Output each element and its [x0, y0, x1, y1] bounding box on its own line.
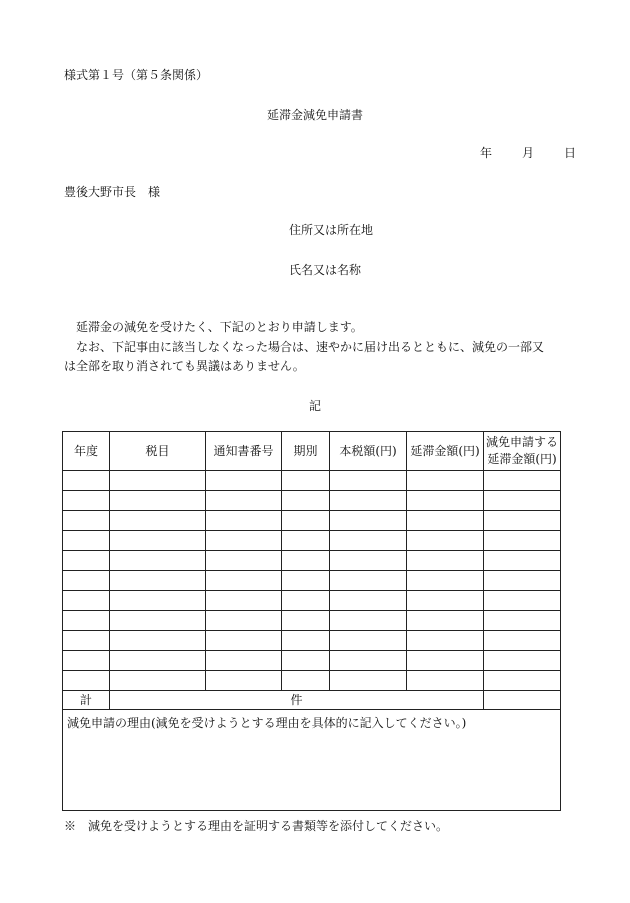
table-cell[interactable] — [484, 671, 561, 691]
table-cell[interactable] — [110, 671, 206, 691]
table-cell[interactable] — [63, 671, 110, 691]
table-cell[interactable] — [206, 671, 282, 691]
table-cell[interactable] — [484, 651, 561, 671]
table-cell[interactable] — [110, 571, 206, 591]
table-cell[interactable] — [63, 551, 110, 571]
count-label: 件 — [110, 691, 484, 710]
total-row — [63, 691, 561, 710]
table-cell[interactable] — [63, 491, 110, 511]
table-cell[interactable] — [484, 611, 561, 631]
table-cell[interactable] — [206, 511, 282, 531]
table-row — [63, 611, 561, 631]
table-row — [63, 531, 561, 551]
header-requested-line2: 延滞金額(円) — [487, 452, 557, 466]
table-cell[interactable] — [407, 631, 484, 651]
table-cell[interactable] — [407, 471, 484, 491]
table-cell[interactable] — [407, 671, 484, 691]
table-cell[interactable] — [282, 651, 330, 671]
table-cell[interactable] — [206, 491, 282, 511]
address-label: 住所又は所在地 — [289, 223, 374, 237]
header-requested-amount — [484, 432, 561, 471]
table-cell[interactable] — [206, 651, 282, 671]
table-cell[interactable] — [282, 571, 330, 591]
table-cell[interactable] — [63, 471, 110, 491]
table-cell[interactable] — [484, 551, 561, 571]
table-cell[interactable] — [407, 651, 484, 671]
table-cell[interactable] — [282, 551, 330, 571]
table-cell[interactable] — [484, 591, 561, 611]
total-label: 計 — [63, 691, 110, 710]
table-row — [63, 511, 561, 531]
header-principal-tax: 本税額(円) — [330, 432, 407, 471]
table-cell[interactable] — [330, 491, 407, 511]
table-cell[interactable] — [407, 511, 484, 531]
table-cell[interactable] — [63, 531, 110, 551]
table-cell[interactable] — [282, 491, 330, 511]
table-cell[interactable] — [330, 531, 407, 551]
table-cell[interactable] — [63, 571, 110, 591]
table-cell[interactable] — [110, 511, 206, 531]
table-cell[interactable] — [282, 591, 330, 611]
document-title: 延滞金減免申請書 — [266, 108, 363, 122]
reason-row — [63, 710, 561, 811]
table-cell[interactable] — [407, 611, 484, 631]
table-cell[interactable] — [110, 611, 206, 631]
table-row — [63, 571, 561, 591]
table-cell[interactable] — [407, 571, 484, 591]
application-paragraph-1: 延滞金の減免を受けたく、下記のとおり申請します。 — [76, 320, 363, 334]
total-requested-cell[interactable] — [484, 691, 561, 710]
table-cell[interactable] — [110, 531, 206, 551]
table-cell[interactable] — [206, 571, 282, 591]
table-cell[interactable] — [484, 631, 561, 651]
table-cell[interactable] — [63, 611, 110, 631]
table-cell[interactable] — [63, 651, 110, 671]
table-cell[interactable] — [63, 631, 110, 651]
table-cell[interactable] — [110, 651, 206, 671]
table-cell[interactable] — [206, 471, 282, 491]
table-row — [63, 591, 561, 611]
table-row — [63, 651, 561, 671]
attachment-note: ※ 減免を受けようとする理由を証明する書類等を添付してください。 — [64, 819, 449, 833]
header-requested-line1: 減免申請する — [485, 435, 558, 449]
table-cell[interactable] — [484, 511, 561, 531]
header-delinquency-amount: 延滞金額(円) — [407, 432, 484, 471]
table-header-row — [63, 432, 561, 471]
table-row — [63, 491, 561, 511]
table-cell[interactable] — [330, 471, 407, 491]
table-cell[interactable] — [484, 471, 561, 491]
table-cell[interactable] — [330, 571, 407, 591]
addressee: 豊後大野市長 様 — [64, 185, 161, 199]
table-cell[interactable] — [484, 491, 561, 511]
name-label: 氏名又は名称 — [289, 263, 362, 277]
application-paragraph-2-cont: は全部を取り消されても異議はありません。 — [64, 359, 305, 373]
table-cell[interactable] — [282, 631, 330, 651]
reason-field[interactable]: 減免申請の理由(減免を受けようとする理由を具体的に記入してください。) — [63, 710, 561, 811]
table-cell[interactable] — [484, 531, 561, 551]
table-cell[interactable] — [330, 611, 407, 631]
date-day-label: 日 — [564, 146, 577, 160]
table-row — [63, 631, 561, 651]
application-paragraph-2: なお、下記事由に該当しなくなった場合は、速やかに届け出るとともに、減免の一部又 — [76, 340, 545, 354]
table-cell[interactable] — [330, 631, 407, 651]
table-cell[interactable] — [110, 591, 206, 611]
form-number-label: 様式第１号（第５条関係） — [64, 68, 209, 82]
table-cell[interactable] — [206, 591, 282, 611]
table-cell[interactable] — [206, 531, 282, 551]
table-row — [63, 671, 561, 691]
header-tax-item: 税目 — [110, 432, 206, 471]
table-cell[interactable] — [110, 551, 206, 571]
date-month-label: 月 — [522, 146, 535, 160]
table-cell[interactable] — [330, 651, 407, 671]
ki-heading: 記 — [308, 399, 321, 413]
delinquency-table — [62, 431, 561, 811]
table-cell[interactable] — [282, 531, 330, 551]
table-cell[interactable] — [282, 511, 330, 531]
table-row — [63, 471, 561, 491]
date-year-label: 年 — [480, 146, 493, 160]
table-cell[interactable] — [330, 591, 407, 611]
table-cell[interactable] — [206, 631, 282, 651]
header-fiscal-year: 年度 — [63, 432, 110, 471]
table-cell[interactable] — [282, 671, 330, 691]
date-line — [480, 144, 576, 161]
table-cell[interactable] — [407, 491, 484, 511]
table-cell[interactable] — [330, 511, 407, 531]
table-cell[interactable] — [206, 611, 282, 631]
table-cell[interactable] — [282, 611, 330, 631]
table-cell[interactable] — [407, 591, 484, 611]
table-cell[interactable] — [110, 471, 206, 491]
header-period: 期別 — [282, 432, 330, 471]
table-cell[interactable] — [484, 571, 561, 591]
table-cell[interactable] — [63, 591, 110, 611]
table-cell[interactable] — [63, 511, 110, 531]
table-cell[interactable] — [110, 491, 206, 511]
header-notice-number: 通知書番号 — [206, 432, 282, 471]
table-cell[interactable] — [407, 531, 484, 551]
table-cell[interactable] — [282, 471, 330, 491]
table-row — [63, 551, 561, 571]
table-cell[interactable] — [330, 551, 407, 571]
table-cell[interactable] — [110, 631, 206, 651]
table-cell[interactable] — [206, 551, 282, 571]
table-cell[interactable] — [330, 671, 407, 691]
table-cell[interactable] — [407, 551, 484, 571]
